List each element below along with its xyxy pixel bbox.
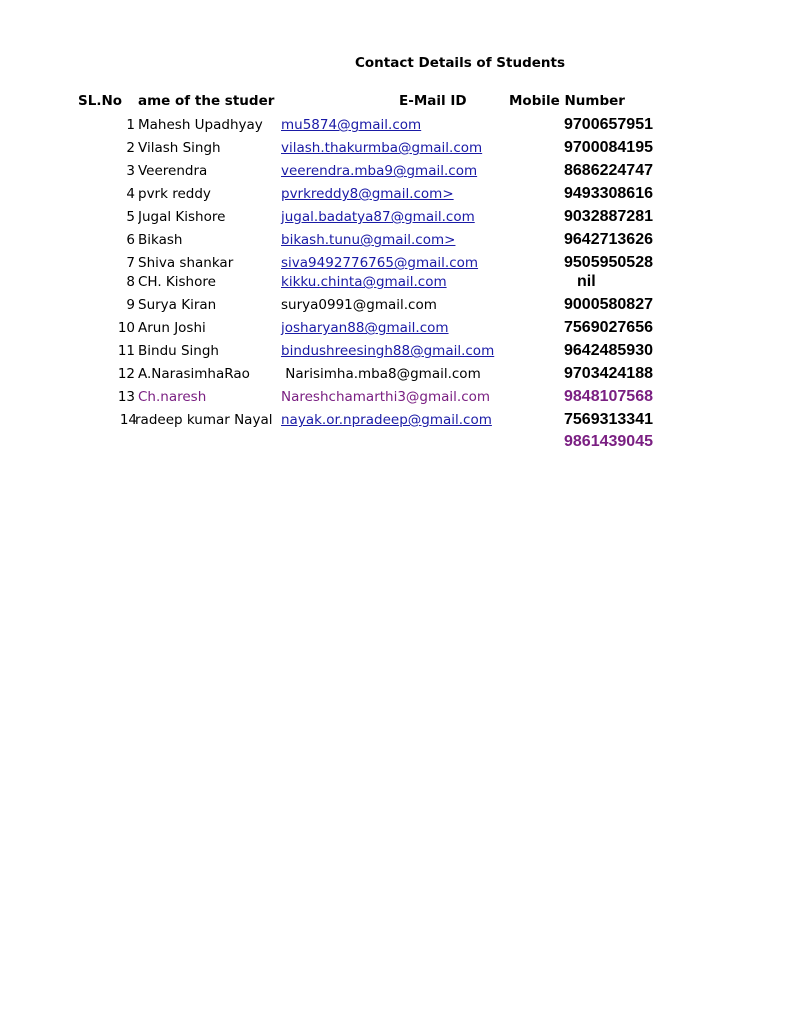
header-sl-no: SL.No	[78, 93, 123, 109]
row-mobile: 9642713626	[564, 231, 653, 248]
row-email: Nareshchamarthi3@gmail.com	[281, 389, 491, 405]
row-mobile: nil	[577, 273, 596, 290]
row-sl: 7	[126, 255, 135, 271]
table-row	[0, 117, 791, 140]
row-mobile: 9032887281	[564, 208, 653, 225]
row-sl: 1	[126, 117, 135, 133]
table-row	[0, 320, 791, 343]
row-email: Narisimha.mba8@gmail.com	[281, 366, 481, 382]
row-name: A.NarasimhaRao	[138, 366, 250, 382]
row-email-link[interactable]: kikku.chinta@gmail.com	[281, 274, 447, 290]
row-email-link[interactable]: josharyan88@gmail.com	[281, 320, 449, 336]
table-row	[0, 412, 791, 435]
row-name: CH. Kishore	[138, 274, 216, 290]
row-sl: 4	[126, 186, 135, 202]
page-title: Contact Details of Students	[355, 55, 565, 71]
row-sl: 6	[126, 232, 135, 248]
row-mobile: 9505950528	[564, 254, 653, 271]
table-row	[0, 232, 791, 255]
row-mobile: 9000580827	[564, 296, 653, 313]
row-mobile: 9700657951	[564, 116, 653, 133]
row-email-link[interactable]: nayak.or.npradeep@gmail.com	[281, 412, 492, 428]
row-mobile: 9493308616	[564, 185, 653, 202]
row-email-link[interactable]: pvrkreddy8@gmail.com>	[281, 186, 454, 202]
header-student-name: ame of the studer	[138, 93, 275, 109]
row-name: Mahesh Upadhyay	[138, 117, 263, 133]
row-name: Jugal Kishore	[138, 209, 226, 225]
table-row	[0, 140, 791, 163]
row-name: radeep kumar Nayal	[135, 412, 273, 428]
row-sl: 11	[117, 343, 135, 359]
row-sl: 5	[126, 209, 135, 225]
table-row	[0, 434, 791, 457]
row-sl: 10	[117, 320, 135, 336]
row-mobile: 9700084195	[564, 139, 653, 156]
row-mobile: 8686224747	[564, 162, 653, 179]
row-sl: 14	[119, 412, 137, 428]
row-name: Arun Joshi	[138, 320, 206, 336]
row-email-link[interactable]: mu5874@gmail.com	[281, 117, 422, 133]
table-row	[0, 343, 791, 366]
row-email-link[interactable]: bikash.tunu@gmail.com>	[281, 232, 456, 248]
row-mobile: 9642485930	[564, 342, 653, 359]
table-row	[0, 209, 791, 232]
row-name: Veerendra	[138, 163, 208, 179]
row-name: Bikash	[138, 232, 183, 248]
table-row	[0, 274, 791, 297]
row-email: surya0991@gmail.com	[281, 297, 437, 313]
row-sl: 12	[117, 366, 135, 382]
header-mobile: Mobile Number	[509, 93, 625, 109]
row-name: pvrk reddy	[138, 186, 211, 202]
row-mobile: 7569027656	[564, 319, 653, 336]
table-row	[0, 389, 791, 412]
row-email-link[interactable]: veerendra.mba9@gmail.com	[281, 163, 478, 179]
row-email-link[interactable]: jugal.badatya87@gmail.com	[281, 209, 475, 225]
row-mobile: 7569313341	[564, 411, 653, 428]
row-name: Surya Kiran	[138, 297, 217, 313]
row-sl: 8	[126, 274, 135, 290]
row-name: Ch.naresh	[138, 389, 207, 405]
row-sl: 9	[126, 297, 135, 313]
row-name: Vilash Singh	[138, 140, 221, 156]
row-email-link[interactable]: vilash.thakurmba@gmail.com	[281, 140, 483, 156]
header-email: E-Mail ID	[399, 93, 467, 109]
row-sl: 2	[126, 140, 135, 156]
table-row	[0, 186, 791, 209]
row-mobile: 9848107568	[564, 388, 653, 405]
table-row	[0, 297, 791, 320]
table-row	[0, 366, 791, 389]
extra-mobile: 9861439045	[564, 433, 653, 450]
row-sl: 3	[126, 163, 135, 179]
row-name: Bindu Singh	[138, 343, 219, 359]
row-email-link[interactable]: siva9492776765@gmail.com	[281, 255, 479, 271]
row-email-link[interactable]: bindushreesingh88@gmail.com	[281, 343, 495, 359]
row-name: Shiva shankar	[138, 255, 234, 271]
table-row	[0, 163, 791, 186]
row-sl: 13	[117, 389, 135, 405]
row-mobile: 9703424188	[564, 365, 653, 382]
